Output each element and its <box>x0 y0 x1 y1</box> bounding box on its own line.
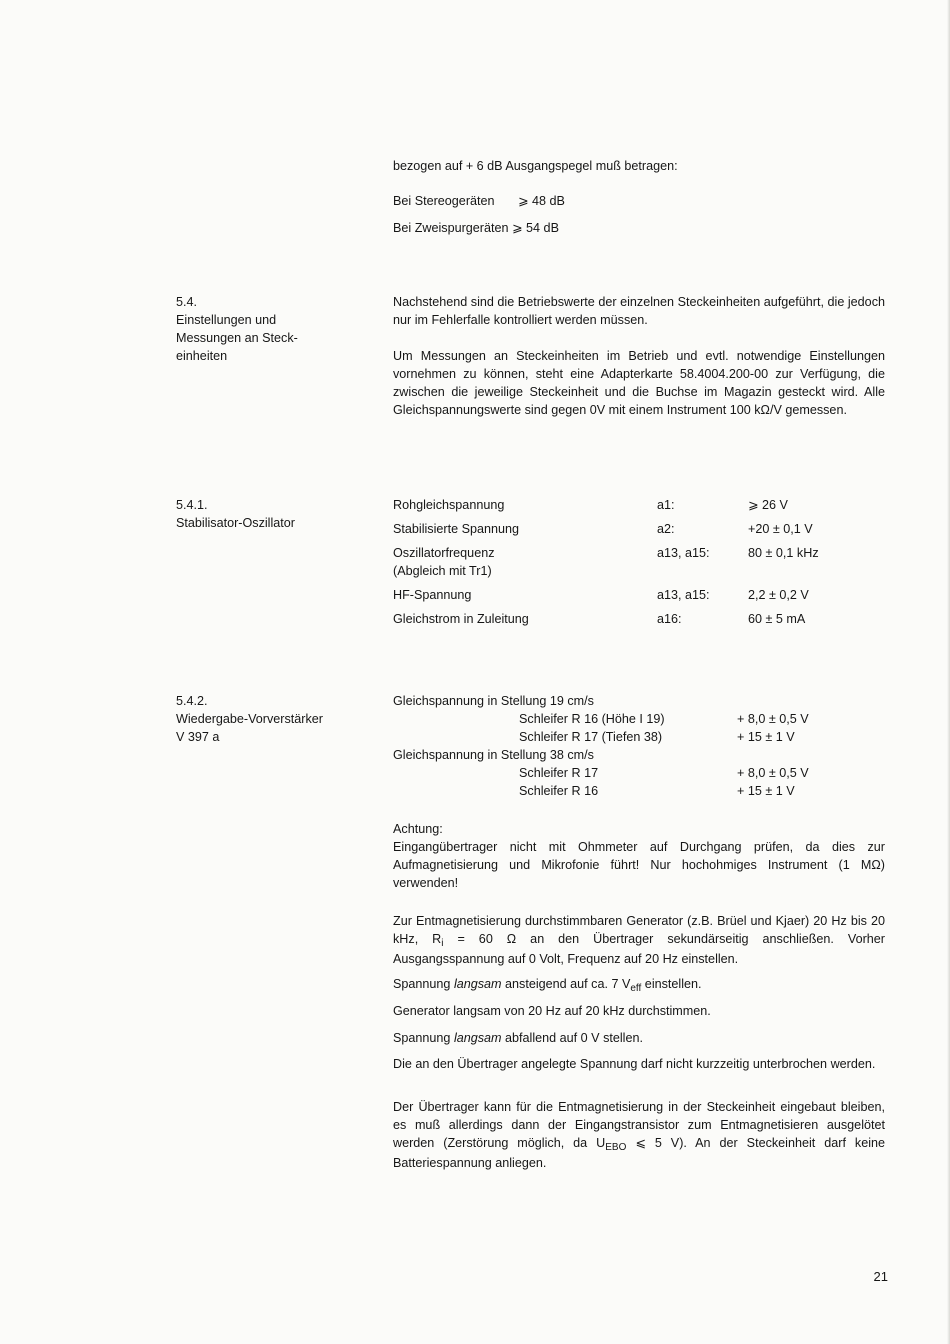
entmagnetisierung-para <box>393 912 885 968</box>
group-label: Gleichspannung in Stellung 19 cm/s <box>393 694 594 708</box>
row-pin: a16: <box>657 612 682 626</box>
section-number: 5.4. <box>176 295 198 309</box>
subscript: eff <box>630 983 642 994</box>
final-para <box>393 1098 885 1172</box>
row-value: ⩾ 26 V <box>748 498 788 512</box>
row-value: + 15 ± 1 V <box>737 784 795 798</box>
step-1 <box>393 975 885 995</box>
stabilisator-table <box>393 496 885 634</box>
section-5-4-heading <box>176 293 376 365</box>
row-label: HF-Spannung <box>393 588 472 602</box>
section-5-4-1-heading <box>176 496 376 532</box>
text-run: ansteigend auf ca. 7 V <box>501 977 631 991</box>
subscript: i <box>441 938 444 949</box>
row-label: Rohgleichspannung <box>393 498 505 512</box>
table-row <box>393 764 885 782</box>
table-row <box>393 496 885 520</box>
row-label-line: Oszillatorfrequenz <box>393 546 495 560</box>
row-label: Schleifer R 16 <box>519 784 599 798</box>
row-pin: a13, a15: <box>657 588 710 602</box>
stereo-value: ⩾ 48 dB <box>518 194 565 208</box>
intro-line: bezogen auf + 6 dB Ausgangspegel muß betragen: <box>393 159 678 173</box>
section-title-line: Stabilisator-Oszillator <box>176 516 295 530</box>
text-run: ⩽ 5 V). An der Steckeinheit darf keine Batteriespannung anliegen. <box>393 1136 886 1170</box>
text-run: Der Übertrager kann für die Entmagnetisierung in der Steckeinheit eingebaut bleiben, es muß allerdings dann der Eingangstransistor zum Entmagnetisieren ausgelötet werden (Zerstörung möglich, da U <box>393 1100 885 1150</box>
section-number: 5.4.1. <box>176 498 208 512</box>
table-row <box>393 782 885 800</box>
row-label: Schleifer R 16 (Höhe I 19) <box>519 712 665 726</box>
emphasis: langsam <box>453 1031 502 1045</box>
subscript: EBO <box>605 1142 627 1153</box>
step-2: Generator langsam von 20 Hz auf 20 kHz durchstimmen. <box>393 1004 711 1018</box>
page-number: 21 <box>873 1269 888 1284</box>
row-pin: a13, a15: <box>657 546 710 560</box>
table-row <box>393 710 885 728</box>
row-label <box>393 544 495 580</box>
text-run: einstellen. <box>641 977 702 991</box>
achtung-text: Eingangübertrager nicht mit Ohmmeter auf Durchgang prüfen, da dies zur Aufmagnetisierung und Mikrofonie führt! Nur hochohmiges Instrument (1 MΩ) verwenden! <box>393 840 885 890</box>
row-value: 2,2 ± 0,2 V <box>748 588 809 602</box>
row-pin: a2: <box>657 522 675 536</box>
row-label: Schleifer R 17 <box>519 766 599 780</box>
text-run: Zur Entmagnetisierung durchstimmbaren Generator (z.B. Brüel und Kjaer) 20 Hz bis 20 kHz, R <box>393 914 885 946</box>
row-label-line: (Abgleich mit Tr1) <box>393 564 492 578</box>
row-pin: a1: <box>657 498 675 512</box>
step-4: Die an den Übertrager angelegte Spannung darf nicht kurzzeitig unterbrochen werden. <box>393 1057 876 1071</box>
section-5-4-2-heading <box>176 692 376 746</box>
row-label: Schleifer R 17 (Tiefen 38) <box>519 730 663 744</box>
text-run: abfallend auf 0 V stellen. <box>501 1031 643 1045</box>
row-value: 80 ± 0,1 kHz <box>748 546 819 560</box>
vorverstaerker-table <box>393 692 885 800</box>
row-label: Gleichstrom in Zuleitung <box>393 612 529 626</box>
row-value: 60 ± 5 mA <box>748 612 806 626</box>
table-row <box>393 610 885 634</box>
table-row <box>393 586 885 610</box>
row-label: Stabilisierte Spannung <box>393 522 520 536</box>
section-number: 5.4.2. <box>176 694 208 708</box>
section-title-line: Messungen an Steck- <box>176 331 298 345</box>
section-title-line: V 397 a <box>176 730 220 744</box>
row-value: + 8,0 ± 0,5 V <box>737 712 809 726</box>
table-row <box>393 520 885 544</box>
table-row <box>393 728 885 746</box>
row-value: + 15 ± 1 V <box>737 730 795 744</box>
stereo-spec <box>393 192 885 210</box>
table-row <box>393 544 885 586</box>
section-5-4-para2: Um Messungen an Steckeinheiten im Betrieb und evtl. notwendige Einstellungen vornehmen zu können, steht eine Adapterkarte 58.4004.200-00 zur Verfügung, die zwischen die jeweilige Steckeinheit und die Buchse im Magazin gesteckt wird. Alle Gleichspannungswerte sind gegen 0V mit einem Instrument 100 kΩ/V gemessen. <box>393 349 885 417</box>
row-value: + 8,0 ± 0,5 V <box>737 766 809 780</box>
text-run: = 60 Ω an den Übertrager sekundärseitig anschließen. Vorher Ausgangsspannung auf 0 Volt, Frequenz auf 20 Hz einstellen. <box>393 932 886 966</box>
group-heading <box>393 746 885 764</box>
stereo-label: Bei Stereogeräten <box>393 194 495 208</box>
achtung-title: Achtung: <box>393 822 443 836</box>
text-run: Spannung <box>393 977 454 991</box>
zweispur-spec: Bei Zweispurgeräten ⩾ 54 dB <box>393 221 559 235</box>
group-heading <box>393 692 885 710</box>
step-3 <box>393 1029 885 1047</box>
section-title-line: Einstellungen und <box>176 313 277 327</box>
section-title-line: einheiten <box>176 349 228 363</box>
text-run: Spannung <box>393 1031 454 1045</box>
section-5-4-para1: Nachstehend sind die Betriebswerte der einzelnen Steckeinheiten aufgeführt, die jedoch nur im Fehlerfalle kontrolliert werden müssen. <box>393 295 885 327</box>
row-value: +20 ± 0,1 V <box>748 522 813 536</box>
group-label: Gleichspannung in Stellung 38 cm/s <box>393 748 594 762</box>
section-title-line: Wiedergabe-Vorverstärker <box>176 712 323 726</box>
emphasis: langsam <box>453 977 502 991</box>
